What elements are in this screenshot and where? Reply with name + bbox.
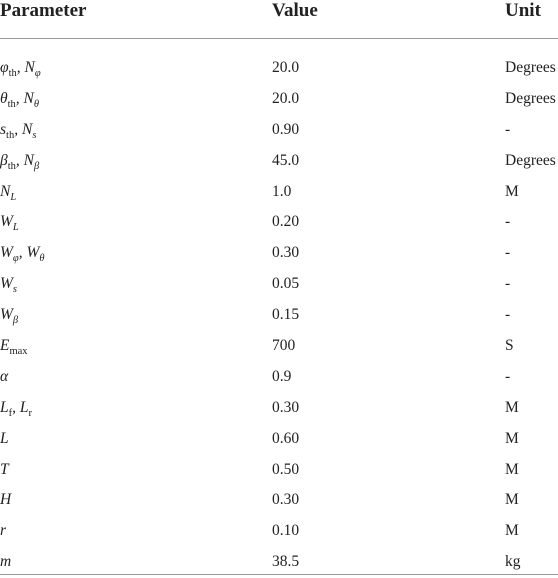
parameter-cell: $\theta_{th}$, $N_\theta$ [0, 89, 40, 110]
value-cell: 38.5 [272, 553, 300, 571]
parameter-cell: m [0, 553, 12, 571]
value-cell: 0.9 [272, 367, 292, 385]
table-row [0, 238, 558, 269]
unit-cell: M [505, 460, 519, 478]
value-cell: 0.90 [272, 120, 300, 138]
table-header [0, 0, 558, 39]
parameter-cell: $W_s$ [0, 275, 18, 296]
table-body [0, 53, 558, 578]
parameter-cell: $L_f$, $L_r$ [0, 398, 32, 419]
value-cell: 1.0 [272, 182, 292, 200]
header-value: Value [272, 0, 318, 21]
value-cell: 20.0 [272, 89, 300, 107]
value-cell: 0.30 [272, 491, 300, 509]
value-cell: 45.0 [272, 151, 300, 169]
unit-cell: M [505, 429, 519, 447]
table-row [0, 485, 558, 516]
unit-cell: M [505, 491, 519, 509]
table-row [0, 146, 558, 177]
unit-cell: Degrees [505, 59, 556, 76]
value-cell: 0.60 [272, 429, 300, 447]
unit-cell: - [505, 306, 511, 324]
parameter-cell: r [0, 522, 7, 540]
unit-cell: Degrees [505, 89, 556, 107]
parameter-cell: $W_\beta$ [0, 306, 19, 327]
parameter-cell: L [0, 429, 9, 447]
bottom-rule [0, 574, 558, 575]
parameter-cell: α [0, 367, 9, 385]
value-cell: 0.15 [272, 306, 300, 324]
table-row [0, 115, 558, 146]
unit-cell: M [505, 522, 519, 540]
table-row [0, 393, 558, 424]
table-row [0, 362, 558, 393]
parameter-cell: $W_L$ [0, 213, 19, 234]
table-row [0, 300, 558, 331]
parameter-cell: $\beta_{th}$, $N_\beta$ [0, 151, 40, 172]
parameter-cell: $\varphi_{th}$, $N_\varphi$ [0, 59, 41, 80]
table-row [0, 424, 558, 455]
value-cell: 0.10 [272, 522, 300, 540]
value-cell: 0.50 [272, 460, 300, 478]
table-row [0, 53, 558, 84]
unit-cell: M [505, 182, 519, 200]
table-row [0, 84, 558, 115]
unit-cell: kg [505, 553, 521, 571]
table-row [0, 331, 558, 362]
parameter-cell: T [0, 460, 9, 478]
value-cell: 0.05 [272, 275, 300, 293]
table-row [0, 455, 558, 486]
parameter-cell: H [0, 491, 12, 509]
unit-cell: - [505, 244, 511, 262]
unit-cell: - [505, 367, 511, 385]
parameter-cell: $N_L$ [0, 182, 17, 203]
table-row [0, 207, 558, 238]
unit-cell: S [505, 337, 514, 355]
table-row [0, 269, 558, 300]
header-parameter: Parameter [0, 0, 87, 21]
value-cell: 20.0 [272, 59, 300, 76]
header-unit: Unit [505, 0, 541, 21]
parameter-cell: $s_{th}$, $N_s$ [0, 120, 37, 141]
value-cell: 700 [272, 337, 296, 355]
unit-cell: - [505, 213, 511, 231]
value-cell: 0.30 [272, 398, 300, 416]
unit-cell: M [505, 398, 519, 416]
parameter-cell: $W_\varphi$, $W_\theta$ [0, 244, 45, 265]
table-row [0, 516, 558, 547]
unit-cell: - [505, 120, 511, 138]
unit-cell: Degrees [505, 151, 556, 169]
parameter-cell: $E_{max}$ [0, 337, 28, 358]
value-cell: 0.30 [272, 244, 300, 262]
unit-cell: - [505, 275, 511, 293]
value-cell: 0.20 [272, 213, 300, 231]
table-row [0, 177, 558, 208]
